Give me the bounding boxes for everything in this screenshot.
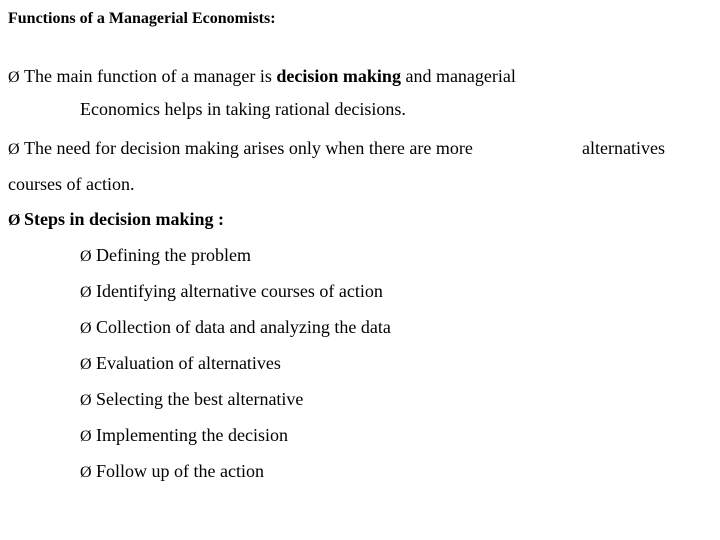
step-label: Defining the problem	[96, 245, 251, 265]
steps-heading	[8, 208, 224, 232]
step-label: Collection of data and analyzing the data	[96, 317, 391, 337]
step-label: Selecting the best alternative	[96, 389, 304, 409]
bullet-decision-making	[8, 65, 516, 89]
step-item	[80, 352, 281, 376]
step-item	[80, 388, 303, 412]
step-label: Follow up of the action	[96, 461, 264, 481]
arrow-bullet-icon: Ø	[80, 428, 92, 445]
step-item	[80, 244, 251, 268]
arrow-bullet-icon: Ø	[8, 141, 20, 158]
para2-trailing-word: alternatives	[582, 138, 665, 158]
steps-heading-text: Steps in decision making :	[24, 209, 225, 229]
para1-text-bold: decision making	[276, 66, 401, 86]
bullet-need-for-decision	[8, 137, 473, 161]
arrow-bullet-icon: Ø	[80, 392, 92, 409]
step-item	[80, 424, 288, 448]
arrow-bullet-icon: Ø	[80, 284, 92, 301]
step-label: Implementing the decision	[96, 425, 288, 445]
step-item	[80, 316, 391, 340]
arrow-bullet-icon: Ø	[80, 320, 92, 337]
para2-text: The need for decision making arises only when there are more	[24, 138, 473, 158]
arrow-bullet-icon: Ø	[80, 464, 92, 481]
step-label: Identifying alternative courses of action	[96, 281, 383, 301]
arrow-bullet-icon: Ø	[8, 69, 20, 86]
para1-text-pre: The main function of a manager is	[24, 66, 277, 86]
step-label: Evaluation of alternatives	[96, 353, 281, 373]
page-title: Functions of a Managerial Economists:	[8, 10, 276, 27]
para2-continuation: courses of action.	[8, 174, 135, 194]
para1-continuation: Economics helps in taking rational decisions.	[80, 99, 406, 119]
para1-text-post: and managerial	[400, 66, 516, 86]
arrow-bullet-icon: Ø	[80, 248, 92, 265]
arrow-bullet-icon: Ø	[8, 212, 21, 229]
arrow-bullet-icon: Ø	[80, 356, 92, 373]
step-item	[80, 280, 383, 304]
step-item	[80, 460, 264, 484]
